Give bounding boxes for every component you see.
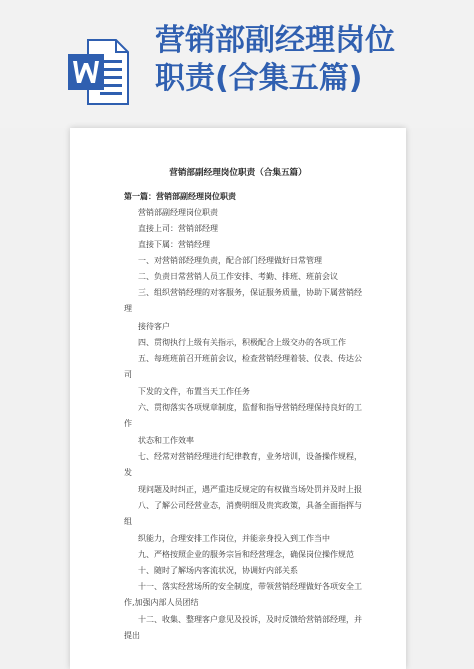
body-line: 组	[124, 517, 132, 526]
body-line: 六、贯彻落实各项规章制度，监督和指导营销经理保持良好的工	[138, 403, 362, 412]
body-line: 提出	[124, 631, 140, 640]
body-line: 状态和工作效率	[138, 436, 194, 445]
body-line: 一、对营销部经理负责，配合部门经理做好日常管理	[138, 256, 322, 265]
banner-title-line-1: 营销部副经理岗位	[155, 23, 395, 58]
body-line: 四、贯彻执行上级有关指示，积极配合上级交办的各项工作	[138, 338, 346, 347]
body-line: 现问题及时纠正，遇严重违反规定的有权做当场处罚并及时上报	[138, 485, 362, 494]
body-line: 十一、落实经营场所的安全制度，带领营销经理做好各项安全工	[138, 582, 362, 591]
document-page	[70, 128, 406, 669]
body-line: 二、负责日常营销人员工作安排、考勤、排班、班前会议	[138, 272, 338, 281]
body-line: 接待客户	[138, 322, 170, 331]
body-line: 五、每班班前召开班前会议，检查营销经理着装、仪表、传达公	[138, 354, 362, 363]
body-line: 作	[124, 419, 132, 428]
body-line: 营销部副经理岗位职责	[138, 208, 218, 217]
body-line: 三、组织营销经理的对客服务，保证服务质量，协助下属营销经	[138, 288, 362, 297]
word-document-icon	[66, 36, 130, 108]
body-line: 下发的文件，布置当天工作任务	[138, 387, 250, 396]
banner-title-line-2: 职责(合集五篇)	[155, 61, 363, 96]
body-line: 十、随时了解场内客流状况，协调好内部关系	[138, 566, 298, 575]
body-line: 司	[124, 370, 132, 379]
body-line: 直接上司：营销部经理	[138, 224, 218, 233]
body-line: 九、严格按照企业的服务宗旨和经营理念，确保岗位操作规范	[138, 550, 354, 559]
body-line: 发	[124, 468, 132, 477]
document-title-banner	[155, 22, 465, 98]
page-title: 营销部副经理岗位职责（合集五篇）	[169, 168, 307, 178]
body-line: 七、经常对营销经理进行纪律教育，业务培训，设备操作规程，	[138, 452, 362, 461]
page-header	[0, 0, 474, 128]
section-heading: 第一篇：营销部副经理岗位职责	[124, 192, 236, 201]
body-line: 直接下属：营销经理	[138, 240, 210, 249]
body-line: 八、了解公司经营业态，消费明细及贵宾政策，具备全面指挥与	[138, 501, 362, 510]
body-line: 织能力，合理安排工作岗位，并能亲身投入到工作当中	[138, 534, 330, 543]
body-line: 理	[124, 304, 132, 313]
body-line: 十二、收集、整理客户意见及投诉，及时反馈给营销部经理，并	[138, 615, 362, 624]
body-line: 作,加强内部人员团结	[124, 598, 199, 607]
